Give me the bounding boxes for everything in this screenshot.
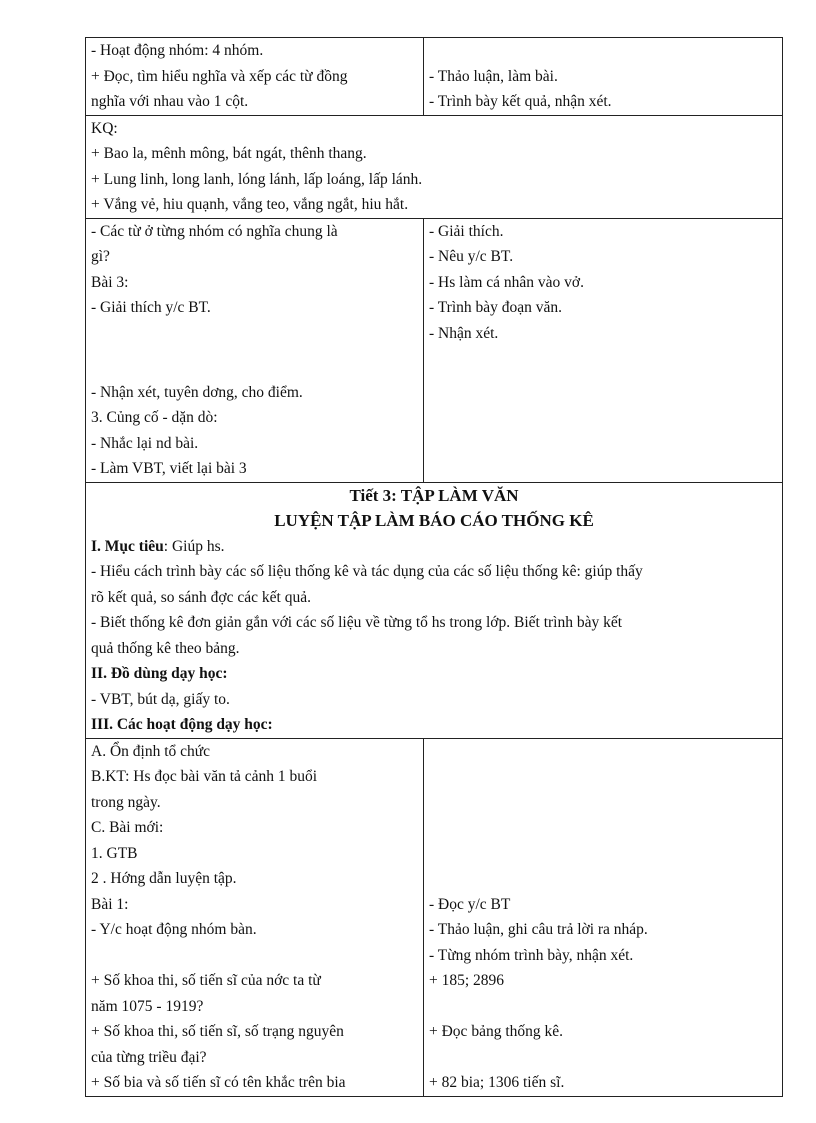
teacher-cell xyxy=(86,38,424,116)
table-row xyxy=(86,115,783,218)
objective-heading: I. Mục tiêu xyxy=(91,537,164,555)
text-line: 1. GTB xyxy=(91,844,138,862)
teacher-cell xyxy=(86,218,424,482)
text-line: + 185; 2896 xyxy=(429,972,505,989)
text-line: - Giải thích. xyxy=(429,222,504,240)
text-line: - Đọc y/c BT xyxy=(429,895,511,913)
text-line: - Nhận xét, tuyên dơng, cho điểm. xyxy=(91,383,303,401)
text-line: trong ngày. xyxy=(91,793,161,811)
text-line: A. Ổn định tổ chức xyxy=(91,742,211,760)
text-line: Bài 1: xyxy=(91,895,129,913)
text-line: + Số bia và số tiến sĩ có tên khắc trên bia xyxy=(91,1074,346,1091)
text-line xyxy=(429,994,777,1020)
text-line: - Trình bày đoạn văn. xyxy=(429,299,563,316)
objective-intro: : Giúp hs. xyxy=(163,537,225,555)
activities-heading: III. Các hoạt động dạy học: xyxy=(91,716,273,733)
lesson-header-cell xyxy=(86,482,783,738)
text-line xyxy=(429,1045,777,1071)
text-line: - Thảo luận, ghi câu trả lời ra nháp. xyxy=(429,921,648,938)
text-line: gì? xyxy=(91,248,110,265)
lesson-title: LUYỆN TẬP LÀM BÁO CÁO THỐNG KÊ xyxy=(274,511,594,530)
text-line xyxy=(429,866,777,892)
text-line: + Số khoa thi, số tiến sĩ của nớc ta từ xyxy=(91,972,321,989)
table-row xyxy=(86,482,783,738)
text-line xyxy=(429,739,777,765)
objective-line xyxy=(91,534,777,560)
teacher-cell xyxy=(86,738,424,1096)
text-line xyxy=(429,815,777,841)
student-cell xyxy=(424,738,783,1096)
text-line: - Từng nhóm trình bày, nhận xét. xyxy=(429,946,634,964)
text-line: + 82 bia; 1306 tiến sĩ. xyxy=(429,1074,565,1091)
text-line: nghĩa với nhau vào 1 cột. xyxy=(91,93,249,110)
text-line: C. Bài mới: xyxy=(91,819,164,836)
text-line: - VBT, bút dạ, giấy to. xyxy=(91,690,230,708)
text-line: năm 1075 - 1919? xyxy=(91,997,204,1015)
lesson-period xyxy=(91,483,777,509)
lesson-plan-page xyxy=(85,37,783,1097)
text-line xyxy=(91,943,418,969)
result-cell xyxy=(86,115,783,218)
text-line: - Nhắc lại nd bài. xyxy=(91,434,199,452)
lesson-table xyxy=(85,37,783,1097)
text-line: B.KT: Hs đọc bài văn tả cảnh 1 buổi xyxy=(91,768,318,785)
materials-heading: II. Đồ dùng dạy học: xyxy=(91,665,228,682)
text-line: 2 . Hớng dẫn luyện tập. xyxy=(91,870,237,887)
text-line: + Đọc, tìm hiểu nghĩa và xếp các từ đồng xyxy=(91,67,348,85)
text-line: - Biết thống kê đơn giản gắn với các số liệu về từng tổ hs trong lớp. Biết trình bày kết xyxy=(91,614,623,631)
text-line: + Vắng vẻ, hiu quạnh, vắng teo, vắng ngắt, hiu hắt. xyxy=(91,196,409,213)
text-line xyxy=(429,841,777,867)
text-line: 3. Củng cố - dặn dò: xyxy=(91,409,218,426)
student-cell xyxy=(424,38,783,116)
text-line xyxy=(429,790,777,816)
text-line: + Bao la, mênh mông, bát ngát, thênh thang. xyxy=(91,145,367,162)
text-line: + Đọc bảng thống kê. xyxy=(429,1023,564,1040)
result-label: KQ: xyxy=(91,119,118,137)
text-line: - Nhận xét. xyxy=(429,324,499,342)
text-line: - Giải thích y/c BT. xyxy=(91,299,211,316)
text-line: + Số khoa thi, số tiến sĩ, số trạng nguyên xyxy=(91,1023,344,1040)
text-line: Bài 3: xyxy=(91,273,129,291)
table-row xyxy=(86,218,783,482)
period-label: Tiết 3: xyxy=(349,485,397,505)
text-line: - Làm VBT, viết lại bài 3 xyxy=(91,460,247,477)
text-line: - Hiểu cách trình bày các số liệu thống kê và tác dụng của các số liệu thống kê: giúp thấy xyxy=(91,563,643,580)
text-line: quả thống kê theo bảng. xyxy=(91,639,240,657)
text-line: - Các từ ở từng nhóm có nghĩa chung là xyxy=(91,222,338,240)
text-line: - Trình bày kết quả, nhận xét. xyxy=(429,93,612,110)
text-line: + Lung linh, long lanh, lóng lánh, lấp loáng, lấp lánh. xyxy=(91,170,423,188)
text-line: - Y/c hoạt động nhóm bàn. xyxy=(91,921,257,938)
table-row xyxy=(86,738,783,1096)
text-line xyxy=(429,764,777,790)
text-line: rõ kết quả, so sánh đợc các kết quả. xyxy=(91,588,311,606)
text-line: - Hoạt động nhóm: 4 nhóm. xyxy=(91,42,264,59)
subject-label: TẬP LÀM VĂN xyxy=(400,485,519,505)
student-cell xyxy=(424,218,783,482)
text-line: - Hs làm cá nhân vào vở. xyxy=(429,273,584,291)
text-line: - Thảo luận, làm bài. xyxy=(429,67,558,85)
text-line xyxy=(91,321,418,380)
text-line: của từng triều đại? xyxy=(91,1048,207,1066)
text-line: - Nêu y/c BT. xyxy=(429,248,514,265)
table-row xyxy=(86,38,783,116)
